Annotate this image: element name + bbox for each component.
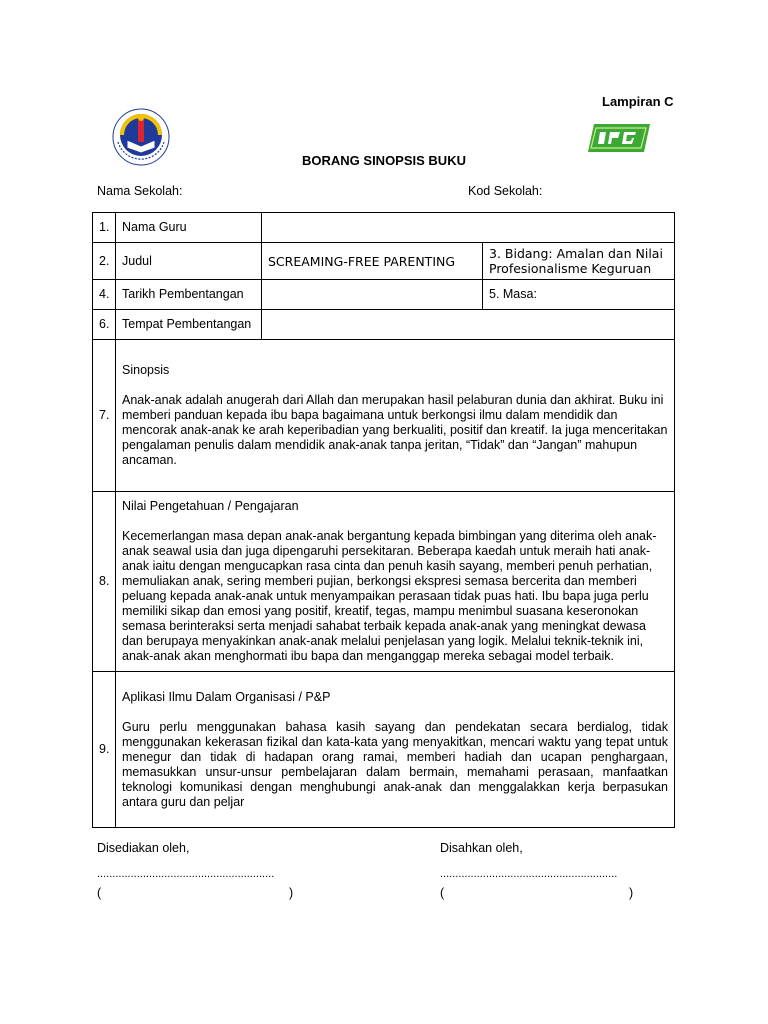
form-title: BORANG SINOPSIS BUKU (302, 153, 466, 168)
school-code-label: Kod Sekolah: (468, 184, 543, 198)
row-number: 9. (93, 672, 116, 828)
prepared-by-label: Disediakan oleh, (97, 841, 190, 855)
row-number: 7. (93, 340, 116, 492)
row-number: 6. (93, 310, 116, 340)
field-area-label: 3. Bidang: Amalan dan Nilai Profesionalisme Keguruan (483, 243, 675, 280)
row-presentation-place (93, 310, 675, 340)
synopsis-heading: Sinopsis (122, 363, 170, 377)
row-number: 1. (93, 213, 116, 243)
row-number: 4. (93, 280, 116, 310)
bpg-logo-icon (586, 120, 652, 156)
presentation-place-field[interactable] (262, 310, 675, 340)
application-text: Guru perlu menggunakan bahasa kasih sayang dan pendekatan secara berdialog, tidak menggunakan kekerasan fizikal dan kata-kata yang menyakitkan, mencari waktu yang tepat untuk menegur dan tidak di hadapan orang ramai, memberi hadiah dan ucapan penghargaan, memasukkan unsur-unsur pembelajaran dalam bermain, memahami perasaan, manfaatkan teknologi komunikasi dengan menghubungi anak-anak dan menggalakkan kerja berpasukan antara guru dan peljar (122, 719, 668, 809)
approved-by-signature-line: .......................................................... (440, 868, 618, 880)
row-number: 8. (93, 492, 116, 672)
presentation-date-field[interactable] (262, 280, 483, 310)
application-heading: Aplikasi Ilmu Dalam Organisasi / P&P (122, 689, 331, 704)
approved-by-name-open: ( (440, 886, 445, 900)
row-number: 2. (93, 243, 116, 280)
row-title (93, 243, 675, 280)
appendix-label: Lampiran C (602, 94, 674, 109)
knowledge-value-heading: Nilai Pengetahuan / Pengajaran (122, 499, 299, 513)
prepared-by-name-open: ( (97, 886, 102, 900)
teacher-name-field[interactable] (262, 213, 675, 243)
title-label: Judul (116, 243, 262, 280)
prepared-by-name-close: ) (289, 886, 294, 900)
presentation-date-label: Tarikh Pembentangan (116, 280, 262, 310)
approved-by-label: Disahkan oleh, (440, 841, 523, 855)
row-presentation-date (93, 280, 675, 310)
book-title-value[interactable]: SCREAMING-FREE PARENTING (262, 243, 483, 280)
approved-by-name-close: ) (629, 886, 634, 900)
row-knowledge-value (93, 492, 675, 672)
row-teacher-name (93, 213, 675, 243)
teacher-name-label: Nama Guru (116, 213, 262, 243)
synopsis-text: Anak-anak adalah anugerah dari Allah dan merupakan hasil pelaburan dunia dan akhirat. Buku ini memberi panduan kepada ibu bapa bagaimana untuk berkongsi ilmu dalam mendidik dan mencorak anak-anak ke arah keperibadian yang berkualiti, positif dan kreatif. Ia juga menceritakan pengalaman penulis dalam mendidik anak-anak tanpa jeritan, “Tidak” dan “Jangan” mahupun ancaman. (122, 393, 668, 467)
prepared-by-signature-line: .......................................................... (97, 868, 275, 880)
knowledge-value-text: Kecemerlangan masa depan anak-anak bergantung kepada bimbingan yang diterima oleh anak-anak seawal usia dan juga dipengaruhi persekitaran. Beberapa kaedah untuk meraih hati anak-anak iaitu dengan mengucapkan rasa cinta dan penuh kasih sayang, memberi penuh perhatian, memuliakan anak, sering memberi pujian, berkongsi ekspresi semasa bercerita dan memberi peluang kepada anak-anak untuk menyampaikan perasaan tidak puas hati. Ibu bapa juga perlu memiliki sikap dan emosi yang positif, kreatif, tegas, mampu menimbul suasana keseronokan semasa berinteraksi serta menjadi sahabat terbaik kepada anak-anak yang meningkat dewasa dan berupaya menyakinkan anak-anak melalui penjelasan yang logik. Melalui teknik-teknik ini, anak-anak akan menghormati ibu bapa dan menganggap mereka sebagai model terbaik. (122, 529, 657, 663)
time-label: 5. Masa: (483, 280, 675, 310)
row-synopsis (93, 340, 675, 492)
presentation-place-label: Tempat Pembentangan (116, 310, 262, 340)
row-application (93, 672, 675, 828)
school-name-label: Nama Sekolah: (97, 184, 183, 198)
synopsis-form-table (92, 212, 675, 828)
